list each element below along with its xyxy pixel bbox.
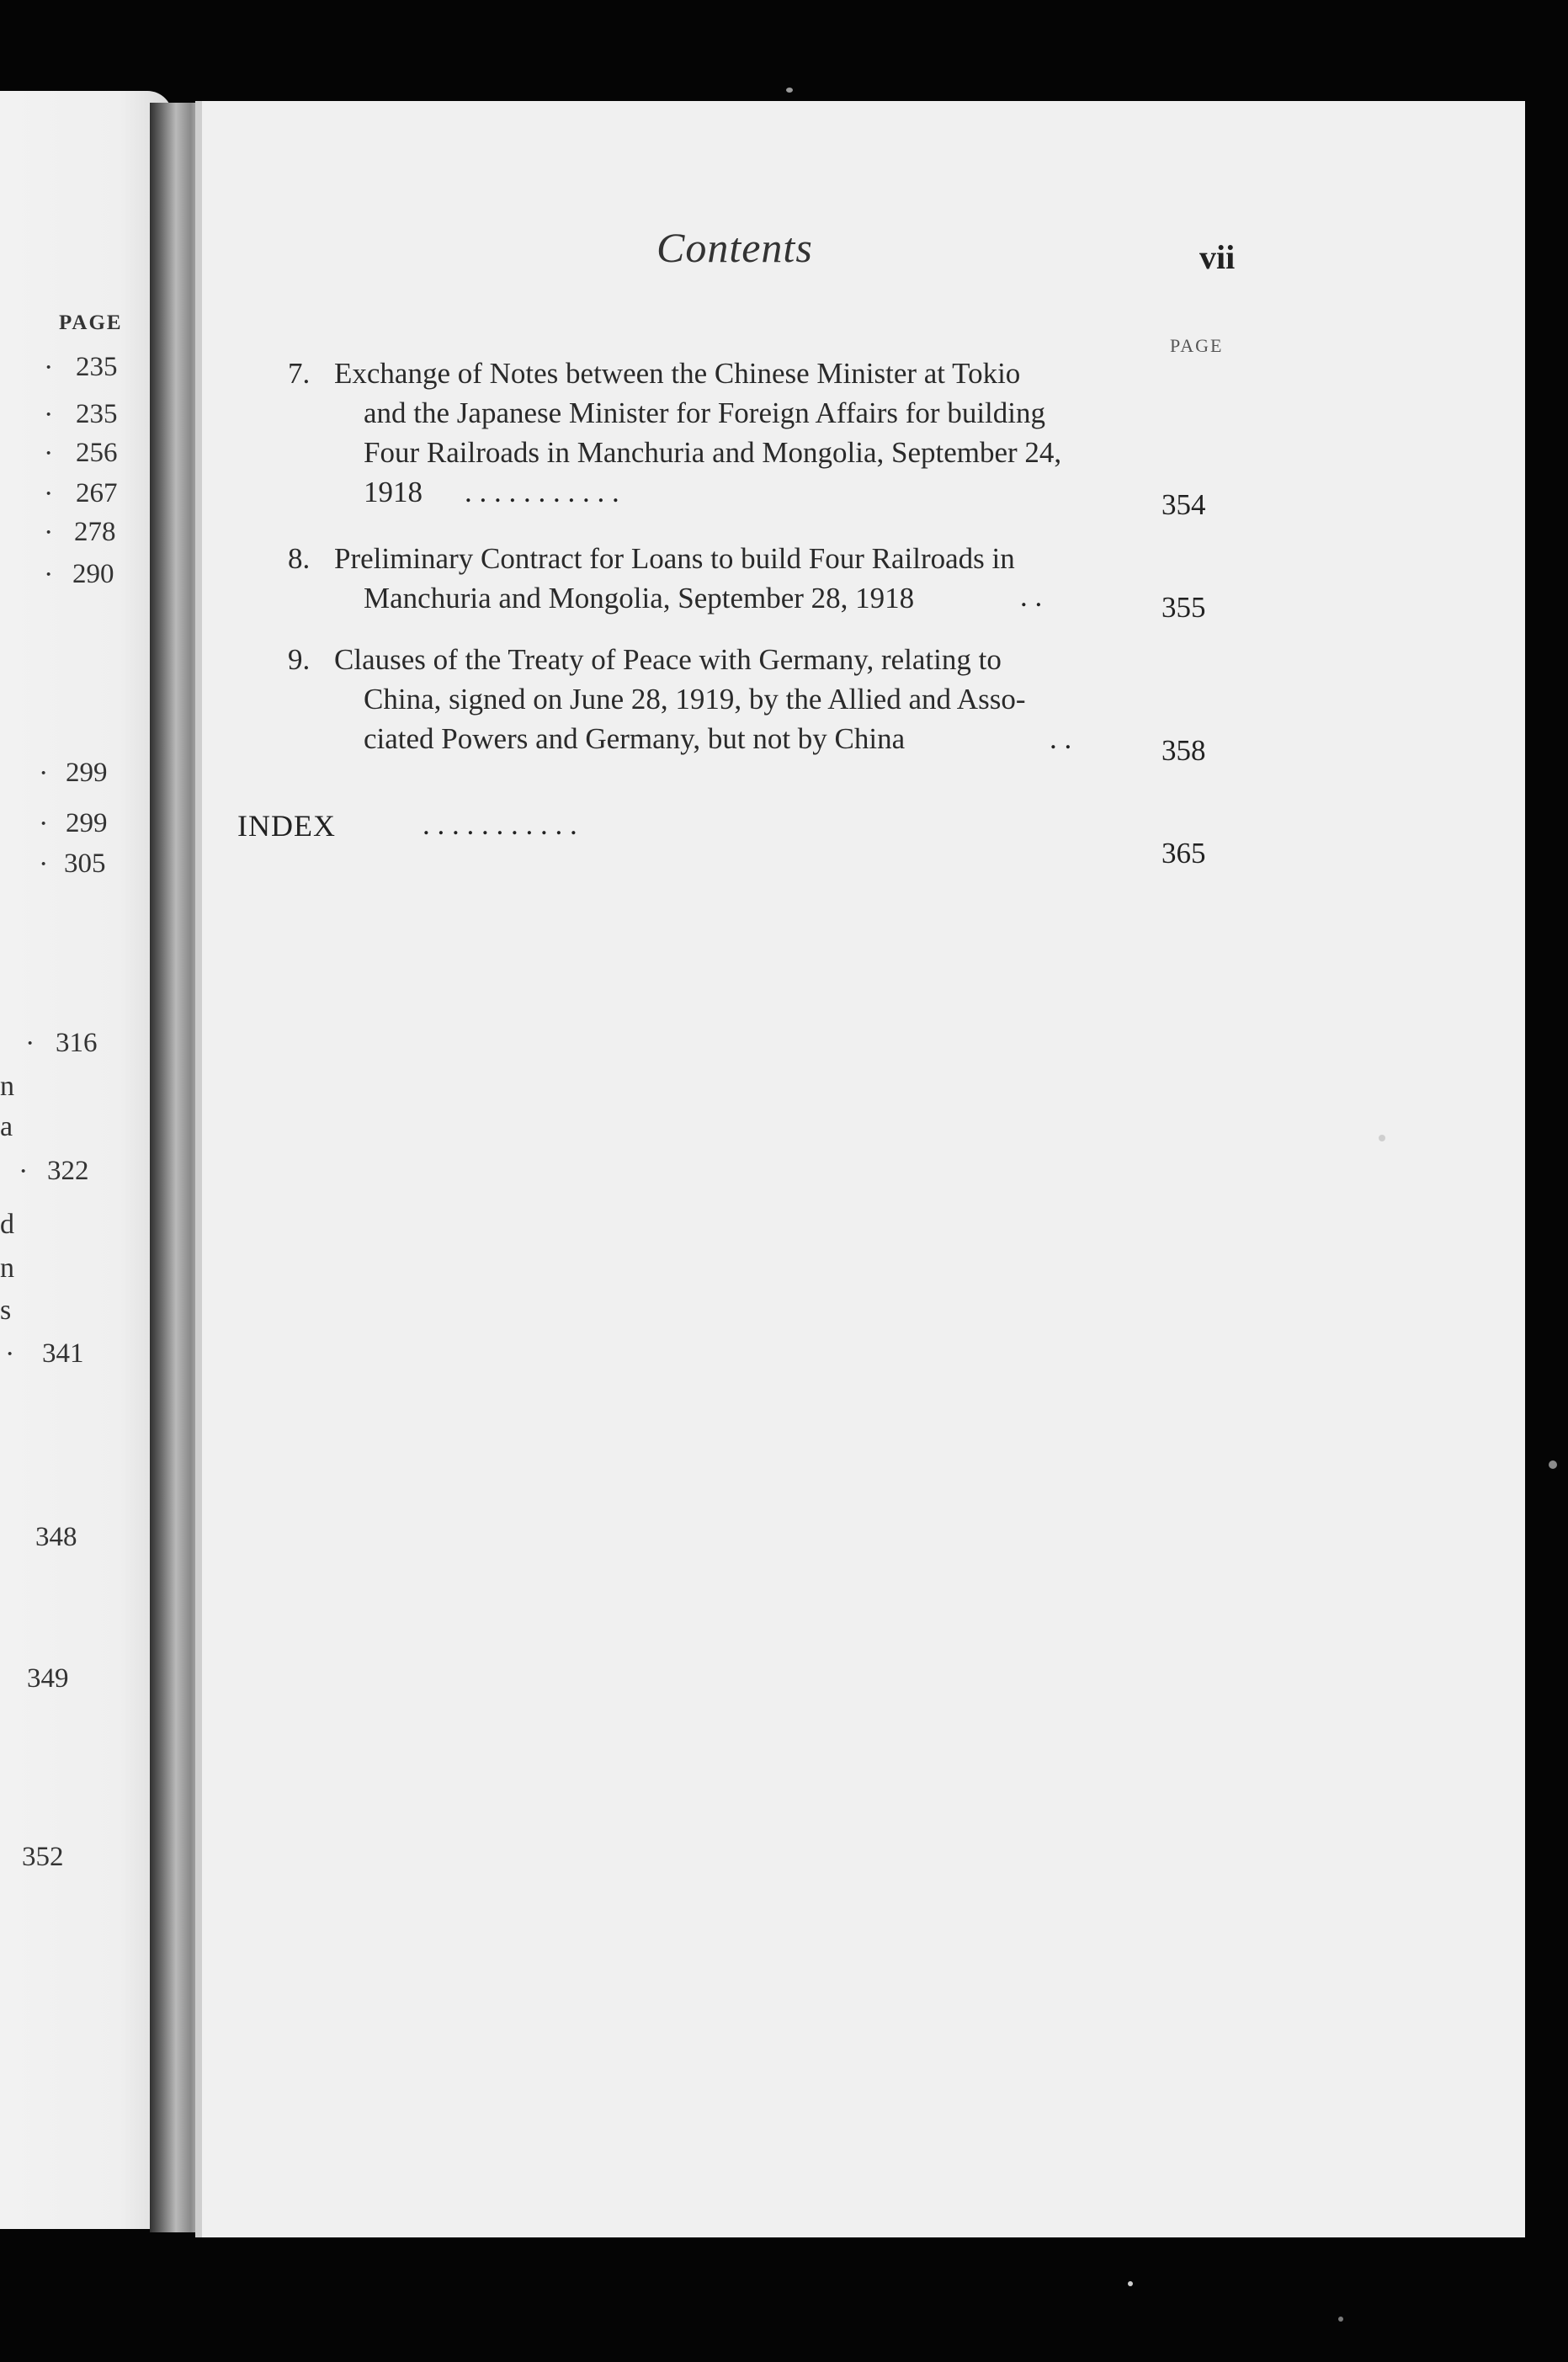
left-page-row bbox=[0, 559, 173, 593]
toc-entry bbox=[288, 539, 1256, 631]
page-number: 299 bbox=[66, 758, 108, 788]
index-page-number: 365 bbox=[1161, 837, 1206, 870]
leader-dots: . . bbox=[1050, 722, 1072, 755]
leader-dot: · bbox=[39, 758, 49, 789]
leader-dot: · bbox=[19, 1156, 29, 1187]
leader-dot: · bbox=[44, 352, 54, 383]
leader-dot: · bbox=[44, 559, 54, 590]
toc-entry bbox=[288, 640, 1256, 774]
page-number: 278 bbox=[74, 517, 116, 547]
cut-off-text: s bbox=[0, 1295, 12, 1326]
film-speck bbox=[1338, 2317, 1343, 2322]
entry-line: Four Railroads in Manchuria and Mongolia, September 24, bbox=[364, 436, 1062, 469]
entry-line: and the Japanese Minister for Foreign Affairs for building bbox=[364, 396, 1046, 429]
left-page-row bbox=[0, 478, 173, 512]
leader-dot: · bbox=[44, 517, 54, 548]
entry-line: Preliminary Contract for Loans to build Four Railroads in bbox=[334, 542, 1015, 575]
film-speck bbox=[1379, 1135, 1385, 1141]
book-gutter bbox=[150, 103, 202, 2232]
entry-title bbox=[334, 354, 1193, 512]
page-number: 341 bbox=[42, 1338, 84, 1369]
page-column-header: PAGE bbox=[1170, 335, 1224, 356]
film-speck bbox=[1549, 1460, 1557, 1469]
page-number: 305 bbox=[64, 849, 106, 879]
entry-line: Exchange of Notes between the Chinese Minister at Tokio bbox=[334, 357, 1021, 390]
left-page-row bbox=[0, 849, 173, 882]
left-page-row bbox=[0, 1028, 173, 1061]
folio-page-number: vii bbox=[1199, 238, 1236, 276]
left-page-row bbox=[0, 517, 173, 551]
cut-off-text: n bbox=[0, 1253, 14, 1284]
film-speck bbox=[786, 88, 793, 93]
leader-dots: . . . . . . . . . . . bbox=[423, 808, 577, 841]
index-label: INDEX bbox=[237, 809, 336, 843]
left-page-row bbox=[0, 352, 173, 386]
page-number: 256 bbox=[76, 438, 118, 468]
leader-dot: · bbox=[39, 849, 49, 880]
toc-entry bbox=[288, 354, 1256, 522]
left-page bbox=[0, 91, 173, 2229]
page-number: 316 bbox=[56, 1028, 98, 1058]
left-page-row bbox=[0, 808, 173, 842]
cut-off-text: d bbox=[0, 1209, 14, 1240]
running-title: Contents bbox=[656, 224, 813, 271]
left-page-column-header: PAGE bbox=[59, 311, 123, 334]
contents-page bbox=[195, 101, 1525, 2237]
left-page-row bbox=[0, 1522, 173, 1556]
leader-dots: . . bbox=[1020, 580, 1043, 613]
page-number: 349 bbox=[27, 1663, 69, 1694]
left-page-row bbox=[0, 758, 173, 791]
leader-dot: · bbox=[39, 808, 49, 839]
entry-number: 7. bbox=[288, 357, 311, 390]
cut-off-text: n bbox=[0, 1071, 14, 1102]
page-number: 235 bbox=[76, 352, 118, 382]
leader-dot: · bbox=[5, 1338, 15, 1370]
entry-line: 1918 bbox=[364, 476, 423, 508]
entry-line: Clauses of the Treaty of Peace with Germany, relating to bbox=[334, 643, 1002, 676]
film-speck bbox=[1128, 2281, 1133, 2286]
entry-number: 9. bbox=[288, 643, 311, 676]
page-number: 322 bbox=[47, 1156, 89, 1186]
page-number: 290 bbox=[72, 559, 114, 589]
leader-dot: · bbox=[44, 478, 54, 509]
page-number: 299 bbox=[66, 808, 108, 838]
page-number: 267 bbox=[76, 478, 118, 508]
entry-line: Manchuria and Mongolia, September 28, 1918 bbox=[364, 582, 915, 614]
entry-title bbox=[334, 539, 1193, 618]
page-number: 352 bbox=[22, 1842, 64, 1872]
leader-dot: · bbox=[25, 1028, 35, 1059]
entry-number: 8. bbox=[288, 542, 311, 575]
entry-page-number: 354 bbox=[1161, 488, 1206, 521]
left-page-row bbox=[0, 1338, 173, 1372]
leader-dots: . . . . . . . . . . . bbox=[465, 476, 619, 508]
entry-page-number: 355 bbox=[1161, 591, 1206, 624]
left-page-row bbox=[0, 399, 173, 433]
left-page-row bbox=[0, 1842, 173, 1875]
entry-page-number: 358 bbox=[1161, 734, 1206, 767]
entry-line: ciated Powers and Germany, but not by China bbox=[364, 722, 906, 755]
leader-dot: · bbox=[44, 438, 54, 469]
page-number: 235 bbox=[76, 399, 118, 429]
left-page-row bbox=[0, 1156, 173, 1189]
entry-line: China, signed on June 28, 1919, by the Allied and Asso- bbox=[364, 683, 1026, 716]
cut-off-text: a bbox=[0, 1111, 13, 1142]
leader-dot: · bbox=[44, 399, 54, 430]
left-page-row bbox=[0, 438, 173, 471]
page-number: 348 bbox=[35, 1522, 77, 1552]
left-page-row bbox=[0, 1663, 173, 1697]
